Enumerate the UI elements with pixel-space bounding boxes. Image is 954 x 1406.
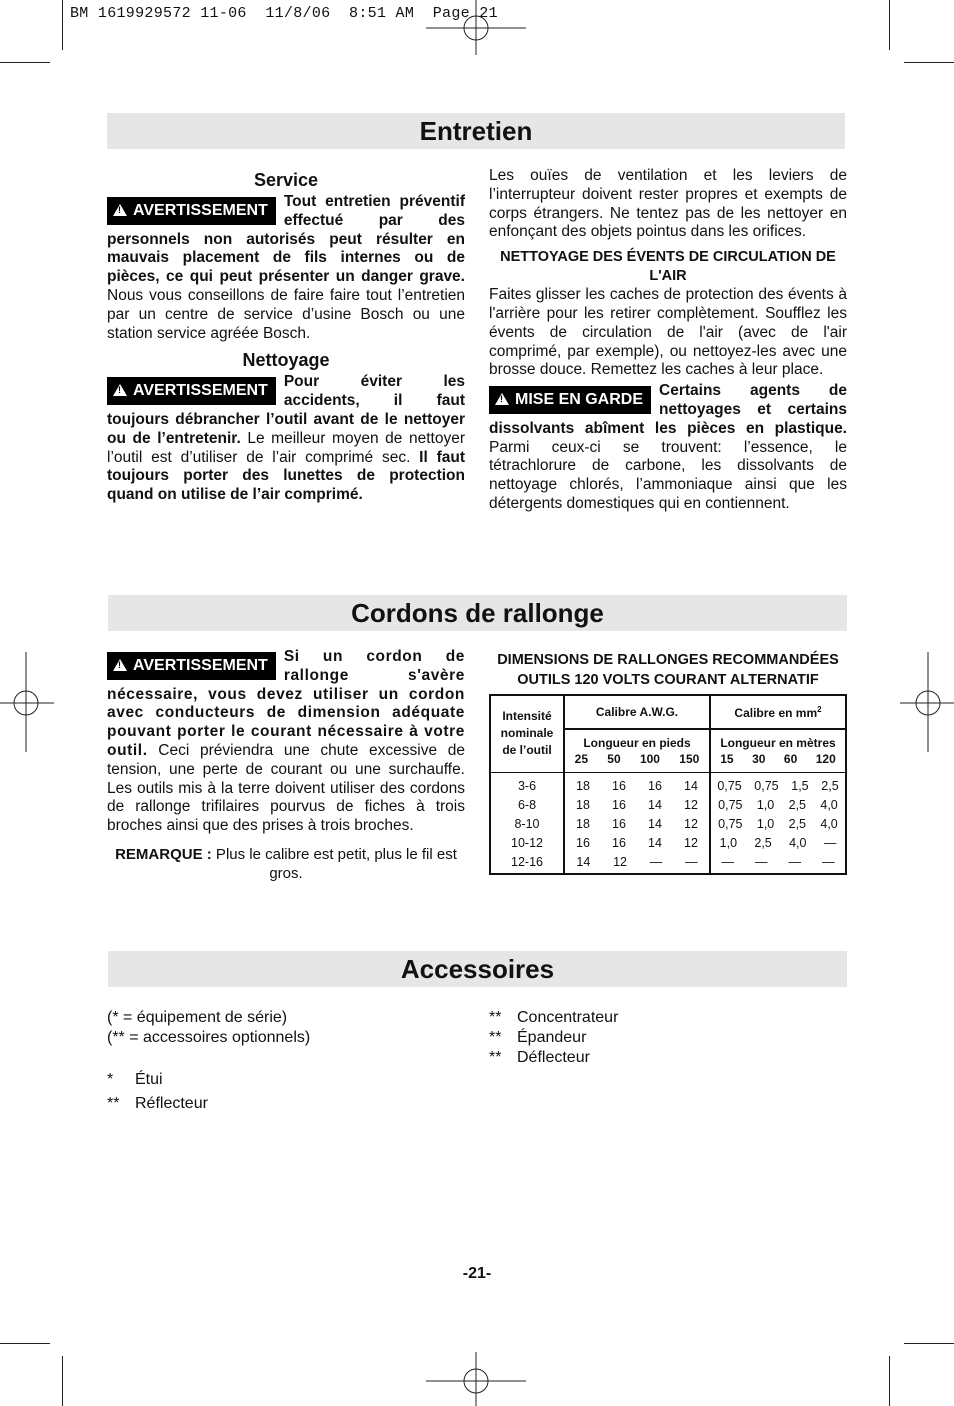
accessory-item xyxy=(107,1092,467,1116)
service-paragraph: !AVERTISSEMENT Tout entretien préventif effectué par des personnels non autorisés peut résulter en mauvais placement de fils internes ou de pièces, ce qui peut présenter un danger grave. Nous vous conseillons de faire faire tout l’entretien par un centre de service d’usine Bosch ou une station service agréée Bosch. xyxy=(107,193,465,343)
table-row xyxy=(711,777,845,796)
table-title: DIMENSIONS DE RALLONGES RECOMMANDÉES OUTILS 120 VOLTS COURANT ALTERNATIF xyxy=(497,652,839,688)
ventilation-paragraph: Les ouïes de ventilation et les leviers de l’interrupteur doivent rester propres et exempts de corps étrangers. Ne tentez pas de les nettoyer en enfonçant des objets pointus dans les orifices. xyxy=(489,167,847,241)
amp-cell: 12-16 xyxy=(511,855,543,869)
accessory-label: Déflecteur xyxy=(517,1049,590,1066)
length-feet-label: 150 xyxy=(679,752,700,766)
awg-cell: 14 xyxy=(648,798,662,812)
awg-cell: 12 xyxy=(684,817,698,831)
entretien-left-column xyxy=(107,169,465,505)
mm-cell: — xyxy=(822,855,835,869)
vents-paragraph: Faites glisser les caches de protection des évents à l'arrière pour les retirer complètement. Soufflez les évents de circulation de l'air (avec de l'air comprimé, par exemple), ou nettoyez-les avec une brosse douce. Remettez les caches à leur place. xyxy=(489,286,847,379)
accessory-item xyxy=(489,1028,849,1048)
accessory-mark: ** xyxy=(489,1049,502,1066)
mm-cell: — xyxy=(788,855,801,869)
mm-values xyxy=(710,773,846,875)
awg-cell: 16 xyxy=(648,779,662,793)
legend-standard: (* = équipement de série) xyxy=(107,1009,288,1026)
mm-cell: 1,5 xyxy=(791,779,809,793)
awg-cell: — xyxy=(685,855,698,869)
accessory-mark: * xyxy=(107,1071,114,1088)
awg-cell: 16 xyxy=(612,817,626,831)
accessoires-left-column xyxy=(107,1008,467,1116)
warning-triangle-icon xyxy=(495,393,509,405)
amp-values xyxy=(490,773,564,875)
mm-cell: 0,75 xyxy=(718,798,743,812)
cordons-paragraph: !AVERTISSEMENT Si un cordon de rallonge s'avère nécessaire, vous devez utiliser un cordon avec conducteurs de dimension adéquate pouvant porter le courant nécessaire à votre outil. Ceci préviendra une chute excessive de tension, une perte de courant ou une surchauffe. Les outils mis à la terre doivent utiliser des cordons de rallonge trifilaires pourvus de fiches à trois broches ainsi que des prises à trois broches. xyxy=(107,648,465,836)
garde-paragraph: !MISE EN GARDE Certains agents de nettoyages et certains dissolvants abîment les pièces en plastique. Parmi ceux-ci se trouvent: l’essence, le tétrachlorure de carbone, les dissolvants de nettoyage chlorés, l’ammoniaque ainsi que les détergents domestiques qui en contiennent. xyxy=(489,382,847,514)
length-feet-label: 25 xyxy=(574,752,588,766)
mm-cell: — xyxy=(721,855,734,869)
length-metres-label: 30 xyxy=(752,752,766,766)
nettoyage-paragraph: !AVERTISSEMENT Pour éviter les accidents, il faut toujours débrancher l’outil avant de le nettoyer ou de l’entretenir. Le meilleur moyen de nettoyer l’outil est d’utiliser de l’air comprimé sec. Il faut toujours porter des lunettes de protection quand on utilise de l’air comprimé. xyxy=(107,373,465,505)
print-header: BM 1619929572 11-06 11/8/06 8:51 AM Page 21 xyxy=(70,5,498,22)
mm-cell: 0,75 xyxy=(754,779,779,793)
awg-values xyxy=(564,773,710,875)
caution-badge: !MISE EN GARDE xyxy=(489,386,651,414)
table-row xyxy=(711,815,845,834)
awg-cell: 14 xyxy=(576,855,591,869)
mm-cell: 2,5 xyxy=(821,779,839,793)
cordons-left-column xyxy=(107,648,465,884)
amp-cell: 8-10 xyxy=(514,817,540,831)
section-title-cordons: Cordons de rallonge xyxy=(108,595,847,631)
mm-cell: — xyxy=(823,836,837,850)
warning-triangle-icon xyxy=(113,204,127,216)
accessoires-right-column xyxy=(489,1008,849,1068)
warning-badge-nettoyage: !AVERTISSEMENT xyxy=(107,377,276,405)
awg-cell: 12 xyxy=(684,836,698,850)
mm-cell: 4,0 xyxy=(789,836,807,850)
mm-cell: 4,0 xyxy=(820,798,838,812)
page-number: -21- xyxy=(462,1265,492,1282)
table-row xyxy=(565,815,709,834)
registration-mark-bottom xyxy=(426,1352,526,1406)
table-row xyxy=(711,796,845,815)
extension-cord-table xyxy=(489,694,847,875)
amp-cell: 3-6 xyxy=(517,779,537,793)
mm-cell: 2,5 xyxy=(754,836,772,850)
table-row xyxy=(711,834,845,853)
mm-cell: 1,0 xyxy=(719,836,738,850)
length-metres-label: 60 xyxy=(783,752,798,766)
vents-heading: NETTOYAGE DES ÉVENTS DE CIRCULATION DE L'AIR xyxy=(500,249,836,285)
mm-cell: 0,75 xyxy=(717,779,742,793)
amp-column-header: Intensité nominale de l’outil xyxy=(490,695,564,773)
table-row xyxy=(565,796,709,815)
amp-cell: 10-12 xyxy=(511,836,543,850)
mm-cell: 2,5 xyxy=(788,817,807,831)
section-title-entretien: Entretien xyxy=(107,113,845,149)
accessory-mark: ** xyxy=(489,1029,502,1046)
table-row xyxy=(565,853,709,872)
awg-cell: 18 xyxy=(576,817,590,831)
entretien-right-column xyxy=(489,167,847,514)
accessory-item xyxy=(489,1048,849,1068)
accessory-mark: ** xyxy=(107,1095,120,1112)
legend-optional: (** = accessoires optionnels) xyxy=(107,1029,311,1046)
mm-cell: 1,0 xyxy=(756,798,775,812)
pieds-header: Longueur en pieds 25 50 100 150 xyxy=(564,729,710,773)
length-metres-label: 120 xyxy=(815,752,836,766)
registration-mark-left xyxy=(0,652,54,752)
awg-cell: 18 xyxy=(576,798,590,812)
awg-cell: 14 xyxy=(684,779,698,793)
service-heading: Service xyxy=(253,170,319,190)
registration-mark-right xyxy=(900,652,954,752)
registration-mark-top xyxy=(426,0,526,60)
awg-cell: 14 xyxy=(648,836,662,850)
accessory-label: Concentrateur xyxy=(517,1009,619,1026)
accessory-item xyxy=(489,1008,849,1028)
awg-cell: — xyxy=(649,855,663,869)
mm-cell: 0,75 xyxy=(718,817,743,831)
nettoyage-heading: Nettoyage xyxy=(242,350,330,371)
accessory-mark: ** xyxy=(489,1009,502,1026)
awg-cell: 16 xyxy=(612,836,626,850)
awg-cell: 16 xyxy=(612,779,626,793)
awg-cell: 18 xyxy=(576,779,590,793)
accessory-label: Épandeur xyxy=(517,1029,587,1046)
section-title-accessoires: Accessoires xyxy=(108,951,847,987)
awg-cell: 14 xyxy=(648,817,662,831)
mm-header: Calibre en $mm^2$ xyxy=(710,695,846,729)
mm-cell: 4,0 xyxy=(820,817,838,831)
length-metres-label: 15 xyxy=(720,752,734,766)
table-row xyxy=(565,834,709,853)
warning-triangle-icon xyxy=(113,384,127,396)
table-row xyxy=(711,853,845,872)
awg-cell: 16 xyxy=(612,798,626,812)
awg-cell: 12 xyxy=(684,798,698,812)
table-row xyxy=(565,777,709,796)
accessory-item xyxy=(107,1068,467,1092)
remarque-line: REMARQUE : Plus le calibre est petit, plus le fil est gros. xyxy=(115,845,457,882)
accessory-label: Étui xyxy=(135,1071,163,1088)
warning-badge-service: !AVERTISSEMENT xyxy=(107,197,276,225)
warning-triangle-icon xyxy=(113,659,127,671)
metres-header: Longueur en mètres 15 30 60 120 xyxy=(710,729,846,773)
awg-header: Calibre A.W.G. xyxy=(564,695,710,729)
length-feet-label: 50 xyxy=(607,752,621,766)
accessory-label: Réflecteur xyxy=(135,1095,208,1112)
warning-badge-cordons: !AVERTISSEMENT xyxy=(107,652,276,680)
mm-cell: 2,5 xyxy=(788,798,807,812)
awg-cell: 12 xyxy=(613,855,627,869)
mm-cell: — xyxy=(755,855,768,869)
mm-cell: 1,0 xyxy=(756,817,775,831)
amp-cell: 6-8 xyxy=(517,798,537,812)
length-feet-label: 100 xyxy=(639,752,660,766)
awg-cell: 16 xyxy=(576,836,590,850)
